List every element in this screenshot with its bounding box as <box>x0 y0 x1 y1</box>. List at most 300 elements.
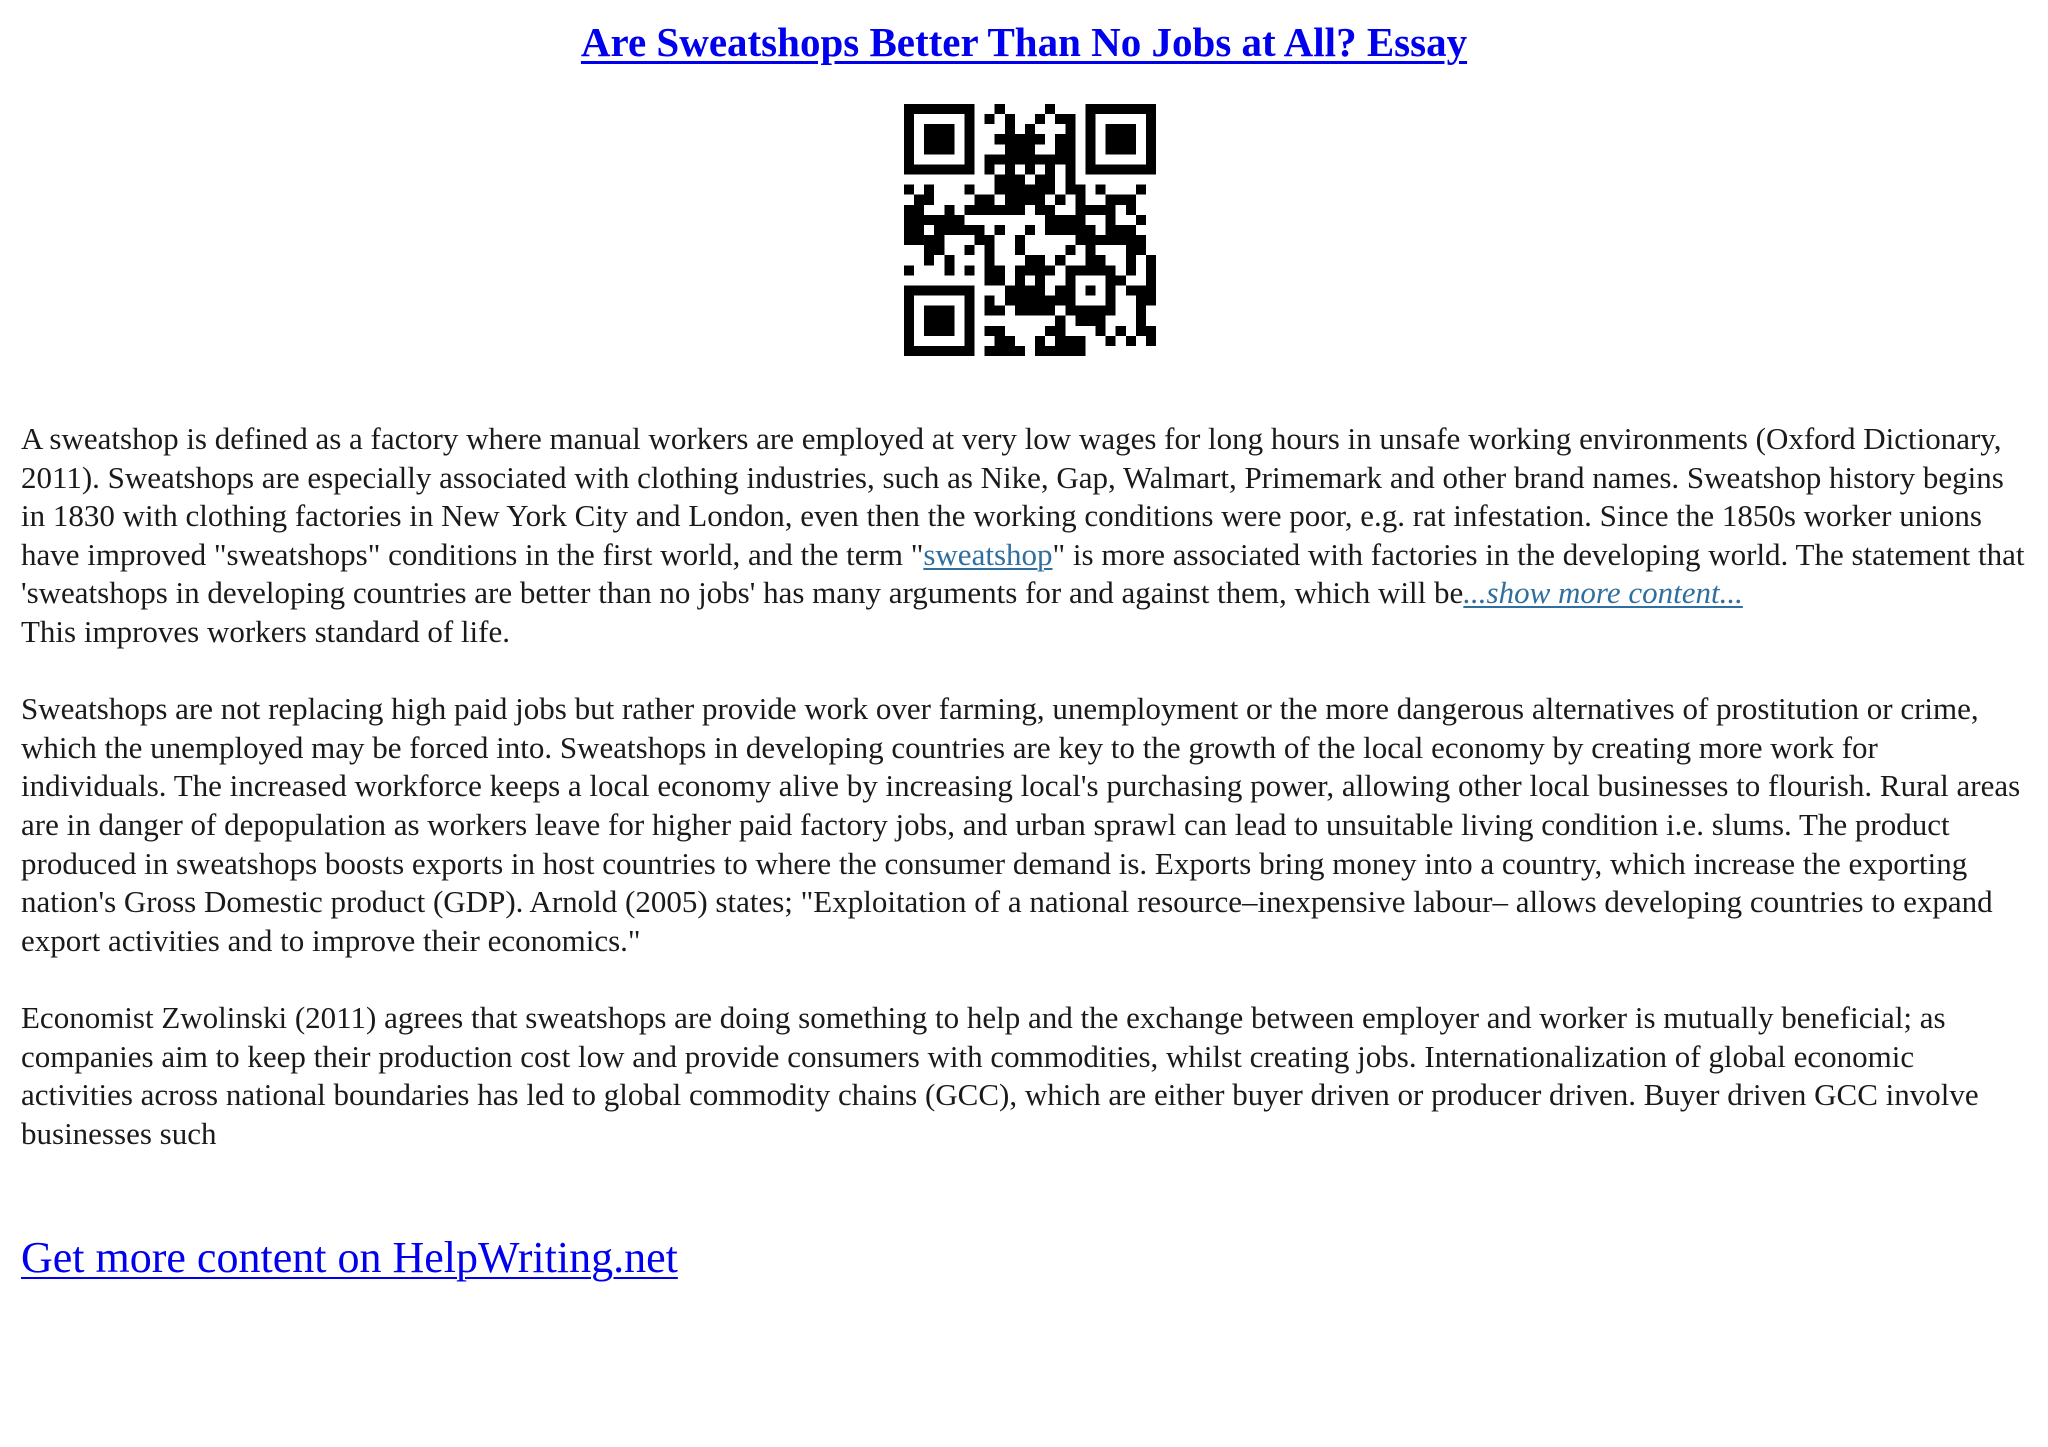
qr-module <box>1015 265 1025 275</box>
qr-module <box>995 346 1005 356</box>
qr-module <box>1055 215 1065 225</box>
qr-module <box>1146 255 1156 265</box>
qr-module <box>964 144 974 154</box>
qr-module <box>1065 134 1075 144</box>
qr-module <box>904 114 914 124</box>
paragraph-standard-of-life: This improves workers standard of life. <box>21 613 510 649</box>
qr-module <box>914 104 924 114</box>
qr-module <box>1075 316 1085 326</box>
qr-module <box>954 346 964 356</box>
qr-module <box>1116 144 1126 154</box>
qr-code-icon <box>904 104 1156 356</box>
qr-module <box>964 336 974 346</box>
qr-module <box>964 285 974 295</box>
qr-module <box>1146 164 1156 174</box>
qr-module <box>934 225 944 235</box>
qr-module <box>914 225 924 235</box>
qr-module <box>1075 185 1085 195</box>
qr-module <box>1085 285 1095 295</box>
qr-module <box>1075 225 1085 235</box>
qr-module <box>1106 144 1116 154</box>
qr-module <box>1045 164 1055 174</box>
qr-module <box>1035 265 1045 275</box>
qr-module <box>934 326 944 336</box>
qr-module <box>1116 195 1126 205</box>
qr-module <box>995 185 1005 195</box>
qr-module <box>1045 215 1055 225</box>
qr-module <box>1106 235 1116 245</box>
qr-module <box>924 144 934 154</box>
qr-module <box>1096 255 1106 265</box>
qr-module <box>985 346 995 356</box>
qr-module <box>1085 225 1095 235</box>
qr-module <box>1045 154 1055 164</box>
qr-module <box>924 245 934 255</box>
qr-module <box>944 215 954 225</box>
qr-module <box>1146 265 1156 275</box>
qr-module <box>1015 275 1025 285</box>
qr-module <box>1106 265 1116 275</box>
qr-module <box>964 134 974 144</box>
qr-module <box>1025 255 1035 265</box>
qr-module <box>1085 245 1095 255</box>
essay-title-link[interactable]: Are Sweatshops Better Than No Jobs at All? Essay <box>580 19 1468 65</box>
qr-module <box>1075 346 1085 356</box>
qr-module <box>914 235 924 245</box>
qr-module <box>904 225 914 235</box>
qr-module <box>1065 154 1075 164</box>
qr-module <box>1106 164 1116 174</box>
qr-module <box>1106 296 1116 306</box>
qr-module <box>1085 104 1095 114</box>
qr-module <box>1085 316 1095 326</box>
title-container <box>0 18 2048 66</box>
qr-module <box>995 306 1005 316</box>
qr-module <box>1146 275 1156 285</box>
qr-module <box>1126 104 1136 114</box>
qr-module <box>1136 235 1146 245</box>
qr-module <box>1146 114 1156 124</box>
qr-module <box>1005 124 1015 134</box>
qr-module <box>1055 144 1065 154</box>
qr-module <box>1045 346 1055 356</box>
qr-module <box>1015 205 1025 215</box>
qr-module <box>1106 306 1116 316</box>
qr-module <box>1116 134 1126 144</box>
qr-module <box>1065 296 1075 306</box>
qr-module <box>934 285 944 295</box>
qr-module <box>1035 255 1045 265</box>
qr-module <box>975 235 985 245</box>
qr-module <box>1045 185 1055 195</box>
qr-module <box>975 225 985 235</box>
qr-module <box>1075 205 1085 215</box>
qr-module <box>904 336 914 346</box>
qr-module <box>904 205 914 215</box>
qr-module <box>904 104 914 114</box>
qr-module <box>964 245 974 255</box>
qr-module <box>1045 104 1055 114</box>
qr-module <box>964 185 974 195</box>
qr-module <box>1005 205 1015 215</box>
qr-module <box>1085 306 1095 316</box>
qr-module <box>1126 225 1136 235</box>
qr-module <box>1146 154 1156 164</box>
qr-module <box>1025 225 1035 235</box>
qr-module <box>995 104 1005 114</box>
qr-module <box>1015 134 1025 144</box>
qr-module <box>1085 114 1095 124</box>
show-more-link[interactable]: ...show more content... <box>1463 575 1743 611</box>
qr-module <box>985 235 995 245</box>
qr-module <box>1136 326 1146 336</box>
qr-module <box>954 285 964 295</box>
qr-module <box>954 164 964 174</box>
qr-module <box>1045 296 1055 306</box>
qr-module <box>1146 124 1156 134</box>
qr-module <box>1055 285 1065 295</box>
qr-module <box>985 255 995 265</box>
qr-module <box>1045 265 1055 275</box>
qr-module <box>1025 195 1035 205</box>
qr-module <box>1136 164 1146 174</box>
qr-module <box>1106 205 1116 215</box>
paragraph-economy: Sweatshops are not replacing high paid jobs but rather provide work over farming, unemployment or the more dangerous alternatives of prostitution or crime, which the unemployed may be forced into. Sweatshops in developing countries are key to the growth of the local economy by creating more work for individuals. The increased workforce keeps a local economy alive by increasing local's purchasing power, allowing other local businesses to flourish. Rural areas are in danger of depopulation as workers leave for higher paid factory jobs, and urban sprawl can lead to unsuitable living condition i.e. slums. The product produced in sweatshops boosts exports in host countries to where the consumer demand is. Exports bring money into a country, which increase the exporting nation's Gross Domestic product (GDP). Arnold (2005) states; "Exploitation of a national resource–inexpensive labour– allows developing countries to expand export activities and to improve their economics." <box>21 691 2021 958</box>
qr-module <box>914 205 924 215</box>
qr-module <box>944 205 954 215</box>
qr-module <box>1085 124 1095 134</box>
qr-module <box>1106 275 1116 285</box>
qr-module <box>1045 205 1055 215</box>
qr-module <box>934 104 944 114</box>
qr-module <box>944 225 954 235</box>
qr-module <box>924 285 934 295</box>
qr-module <box>1106 195 1116 205</box>
qr-module <box>1075 195 1085 205</box>
qr-module <box>1035 306 1045 316</box>
qr-module <box>1065 346 1075 356</box>
qr-module <box>1015 154 1025 164</box>
qr-module <box>1035 205 1045 215</box>
qr-module <box>944 285 954 295</box>
qr-module <box>1075 306 1085 316</box>
qr-module <box>1146 285 1156 295</box>
paragraph-intro-text: A sweatshop is defined as a factory where manual workers are employed at very low wages for long hours in unsafe working environments (Oxford Dictionary, 2011). Sweatshops are especially associated with clothing industries, such as Nike, Gap, Walmart, Primemark and other brand names. Sweatshop history begins in 1830 with clothing factories in New York City and London, even then the working conditions were poor, e.g. rat infestation. Since the 1850s worker unions have improved "sweatshops" conditions in the first world, and the term " <box>21 421 2004 572</box>
qr-module <box>1096 326 1106 336</box>
qr-module <box>1035 175 1045 185</box>
qr-module <box>1085 235 1095 245</box>
paragraph-intro <box>21 420 2031 613</box>
qr-module <box>1015 185 1025 195</box>
qr-module <box>1126 245 1136 255</box>
qr-module <box>1005 195 1015 205</box>
qr-module <box>964 265 974 275</box>
qr-module <box>924 124 934 134</box>
qr-module <box>1146 336 1156 346</box>
qr-module <box>985 326 995 336</box>
qr-module <box>934 235 944 245</box>
qr-module <box>944 306 954 316</box>
qr-module <box>1096 316 1106 326</box>
qr-module <box>1005 154 1015 164</box>
qr-module <box>985 306 995 316</box>
qr-module <box>924 195 934 205</box>
qr-module <box>1096 205 1106 215</box>
qr-module <box>1146 104 1156 114</box>
qr-module <box>1126 144 1136 154</box>
qr-module <box>924 255 934 265</box>
qr-module <box>1126 285 1136 295</box>
qr-module <box>904 185 914 195</box>
qr-module <box>944 144 954 154</box>
qr-module <box>1096 235 1106 245</box>
qr-module <box>1126 164 1136 174</box>
qr-module <box>1015 346 1025 356</box>
qr-module <box>1025 124 1035 134</box>
qr-module <box>944 346 954 356</box>
qr-module <box>1075 215 1085 225</box>
qr-module <box>1065 225 1075 235</box>
qr-module <box>1085 144 1095 154</box>
qr-module <box>995 205 1005 215</box>
qr-module <box>1025 185 1035 195</box>
qr-module <box>1015 175 1025 185</box>
qr-module <box>1035 185 1045 195</box>
qr-module <box>1126 336 1136 346</box>
qr-module <box>924 104 934 114</box>
qr-module <box>924 306 934 316</box>
qr-module <box>1065 185 1075 195</box>
qr-module <box>1085 255 1095 265</box>
qr-module <box>985 265 995 275</box>
qr-module <box>914 346 924 356</box>
get-more-content-link[interactable]: Get more content on HelpWriting.net <box>21 1233 678 1282</box>
qr-module <box>1055 134 1065 144</box>
qr-module <box>1065 285 1075 295</box>
paragraph-spacer <box>21 652 2031 691</box>
qr-module <box>1106 104 1116 114</box>
qr-module <box>1055 316 1065 326</box>
qr-module <box>904 144 914 154</box>
qr-module <box>1075 265 1085 275</box>
qr-module <box>1106 134 1116 144</box>
qr-module <box>944 104 954 114</box>
qr-module <box>924 316 934 326</box>
qr-module <box>914 164 924 174</box>
qr-module <box>985 154 995 164</box>
qr-module <box>934 306 944 316</box>
qr-module <box>1126 255 1136 265</box>
qr-module <box>1035 154 1045 164</box>
qr-module <box>995 134 1005 144</box>
qr-module <box>1015 285 1025 295</box>
qr-module <box>1055 296 1065 306</box>
qr-module <box>1015 144 1025 154</box>
qr-module <box>1106 285 1116 295</box>
qr-module <box>914 195 924 205</box>
qr-module <box>1065 215 1075 225</box>
qr-module <box>1096 185 1106 195</box>
qr-module <box>1055 336 1065 346</box>
qr-module <box>1106 124 1116 134</box>
qr-module <box>944 134 954 144</box>
qr-module <box>964 346 974 356</box>
qr-module <box>1015 245 1025 255</box>
qr-module <box>1005 164 1015 174</box>
qr-module <box>944 124 954 134</box>
qr-module <box>964 154 974 164</box>
qr-module <box>1065 144 1075 154</box>
qr-module <box>1126 124 1136 134</box>
qr-code-graphic <box>904 104 1156 356</box>
paragraph-spacer <box>21 960 2031 999</box>
qr-module <box>1015 306 1025 316</box>
qr-module <box>1085 205 1095 215</box>
qr-module <box>1045 326 1055 336</box>
qr-module <box>1025 154 1035 164</box>
qr-module <box>964 316 974 326</box>
qr-module <box>1005 144 1015 154</box>
qr-module <box>924 235 934 245</box>
qr-module <box>1065 114 1075 124</box>
qr-module <box>1136 316 1146 326</box>
qr-module <box>1116 164 1126 174</box>
qr-module <box>1005 185 1015 195</box>
qr-module <box>924 134 934 144</box>
qr-module <box>944 255 954 265</box>
qr-module <box>1035 134 1045 144</box>
qr-module <box>1085 265 1095 275</box>
qr-module <box>1136 104 1146 114</box>
qr-module <box>964 225 974 235</box>
qr-module <box>1126 265 1136 275</box>
qr-module <box>1055 195 1065 205</box>
qr-module <box>934 164 944 174</box>
qr-module <box>1055 114 1065 124</box>
qr-module <box>934 134 944 144</box>
qr-module <box>985 275 995 285</box>
qr-module <box>1085 154 1095 164</box>
qr-module <box>964 164 974 174</box>
qr-module <box>1106 225 1116 235</box>
qr-module <box>1005 134 1015 144</box>
qr-module <box>934 316 944 326</box>
qr-module <box>1096 265 1106 275</box>
qr-module <box>985 205 995 215</box>
qr-module <box>1045 306 1055 316</box>
qr-module <box>914 215 924 225</box>
qr-module <box>1116 124 1126 134</box>
qr-module <box>1025 134 1035 144</box>
qr-module <box>1116 235 1126 245</box>
qr-module <box>1146 326 1156 336</box>
qr-module <box>975 205 985 215</box>
qr-module <box>1005 346 1015 356</box>
qr-module <box>914 285 924 295</box>
qr-module <box>964 306 974 316</box>
qr-module <box>1136 285 1146 295</box>
qr-module <box>924 185 934 195</box>
qr-module <box>904 265 914 275</box>
qr-module <box>1015 195 1025 205</box>
qr-module <box>934 245 944 255</box>
qr-module <box>924 326 934 336</box>
qr-module <box>1035 296 1045 306</box>
qr-module <box>1116 275 1126 285</box>
qr-module <box>904 134 914 144</box>
qr-module <box>975 195 985 205</box>
qr-module <box>1065 306 1075 316</box>
qr-module <box>995 275 1005 285</box>
qr-module <box>1055 326 1065 336</box>
qr-module <box>1065 124 1075 134</box>
qr-module <box>904 306 914 316</box>
qr-module <box>1065 245 1075 255</box>
sweatshop-link[interactable]: sweatshop <box>923 536 1053 572</box>
qr-module <box>1136 215 1146 225</box>
qr-module <box>1035 114 1045 124</box>
qr-module <box>1045 225 1055 235</box>
paragraph-zwolinski: Economist Zwolinski (2011) agrees that sweatshops are doing something to help and the exchange between employer and worker is mutually beneficial; as companies aim to keep their production cost low and provide consumers with commodities, whilst creating jobs. Internationalization of global economic activities across national boundaries has led to global commodity chains (GCC), which are either buyer driven or producer driven. Buyer driven GCC involve businesses such <box>21 999 1979 1151</box>
qr-module <box>964 326 974 336</box>
qr-module <box>1116 225 1126 235</box>
qr-module <box>995 336 1005 346</box>
qr-module <box>1005 285 1015 295</box>
qr-module <box>1126 195 1136 205</box>
qr-module <box>964 124 974 134</box>
qr-module <box>1055 255 1065 265</box>
qr-module <box>1005 175 1015 185</box>
qr-module <box>1025 164 1035 174</box>
qr-module <box>904 316 914 326</box>
qr-module <box>904 326 914 336</box>
qr-module <box>985 164 995 174</box>
qr-module <box>1085 164 1095 174</box>
qr-module <box>904 285 914 295</box>
qr-module <box>934 215 944 225</box>
qr-module <box>934 144 944 154</box>
qr-module <box>954 225 964 235</box>
qr-module <box>1146 296 1156 306</box>
qr-module <box>1126 134 1136 144</box>
qr-module <box>1055 346 1065 356</box>
qr-module <box>1096 306 1106 316</box>
qr-module <box>904 296 914 306</box>
qr-module <box>904 215 914 225</box>
qr-module <box>954 215 964 225</box>
qr-module <box>1005 296 1015 306</box>
qr-module <box>904 164 914 174</box>
qr-module <box>1136 245 1146 255</box>
qr-module <box>1126 235 1136 245</box>
qr-module <box>985 245 995 255</box>
qr-module <box>985 195 995 205</box>
qr-module <box>1065 164 1075 174</box>
qr-module <box>964 114 974 124</box>
qr-module <box>1136 306 1146 316</box>
qr-module <box>1035 336 1045 346</box>
qr-module <box>1055 225 1065 235</box>
qr-module <box>1065 275 1075 285</box>
qr-module <box>924 215 934 225</box>
qr-module <box>1116 104 1126 114</box>
qr-module <box>1035 346 1045 356</box>
qr-module <box>964 205 974 215</box>
qr-module <box>995 225 1005 235</box>
qr-module <box>1015 235 1025 245</box>
qr-module <box>944 326 954 336</box>
qr-module <box>985 114 995 124</box>
